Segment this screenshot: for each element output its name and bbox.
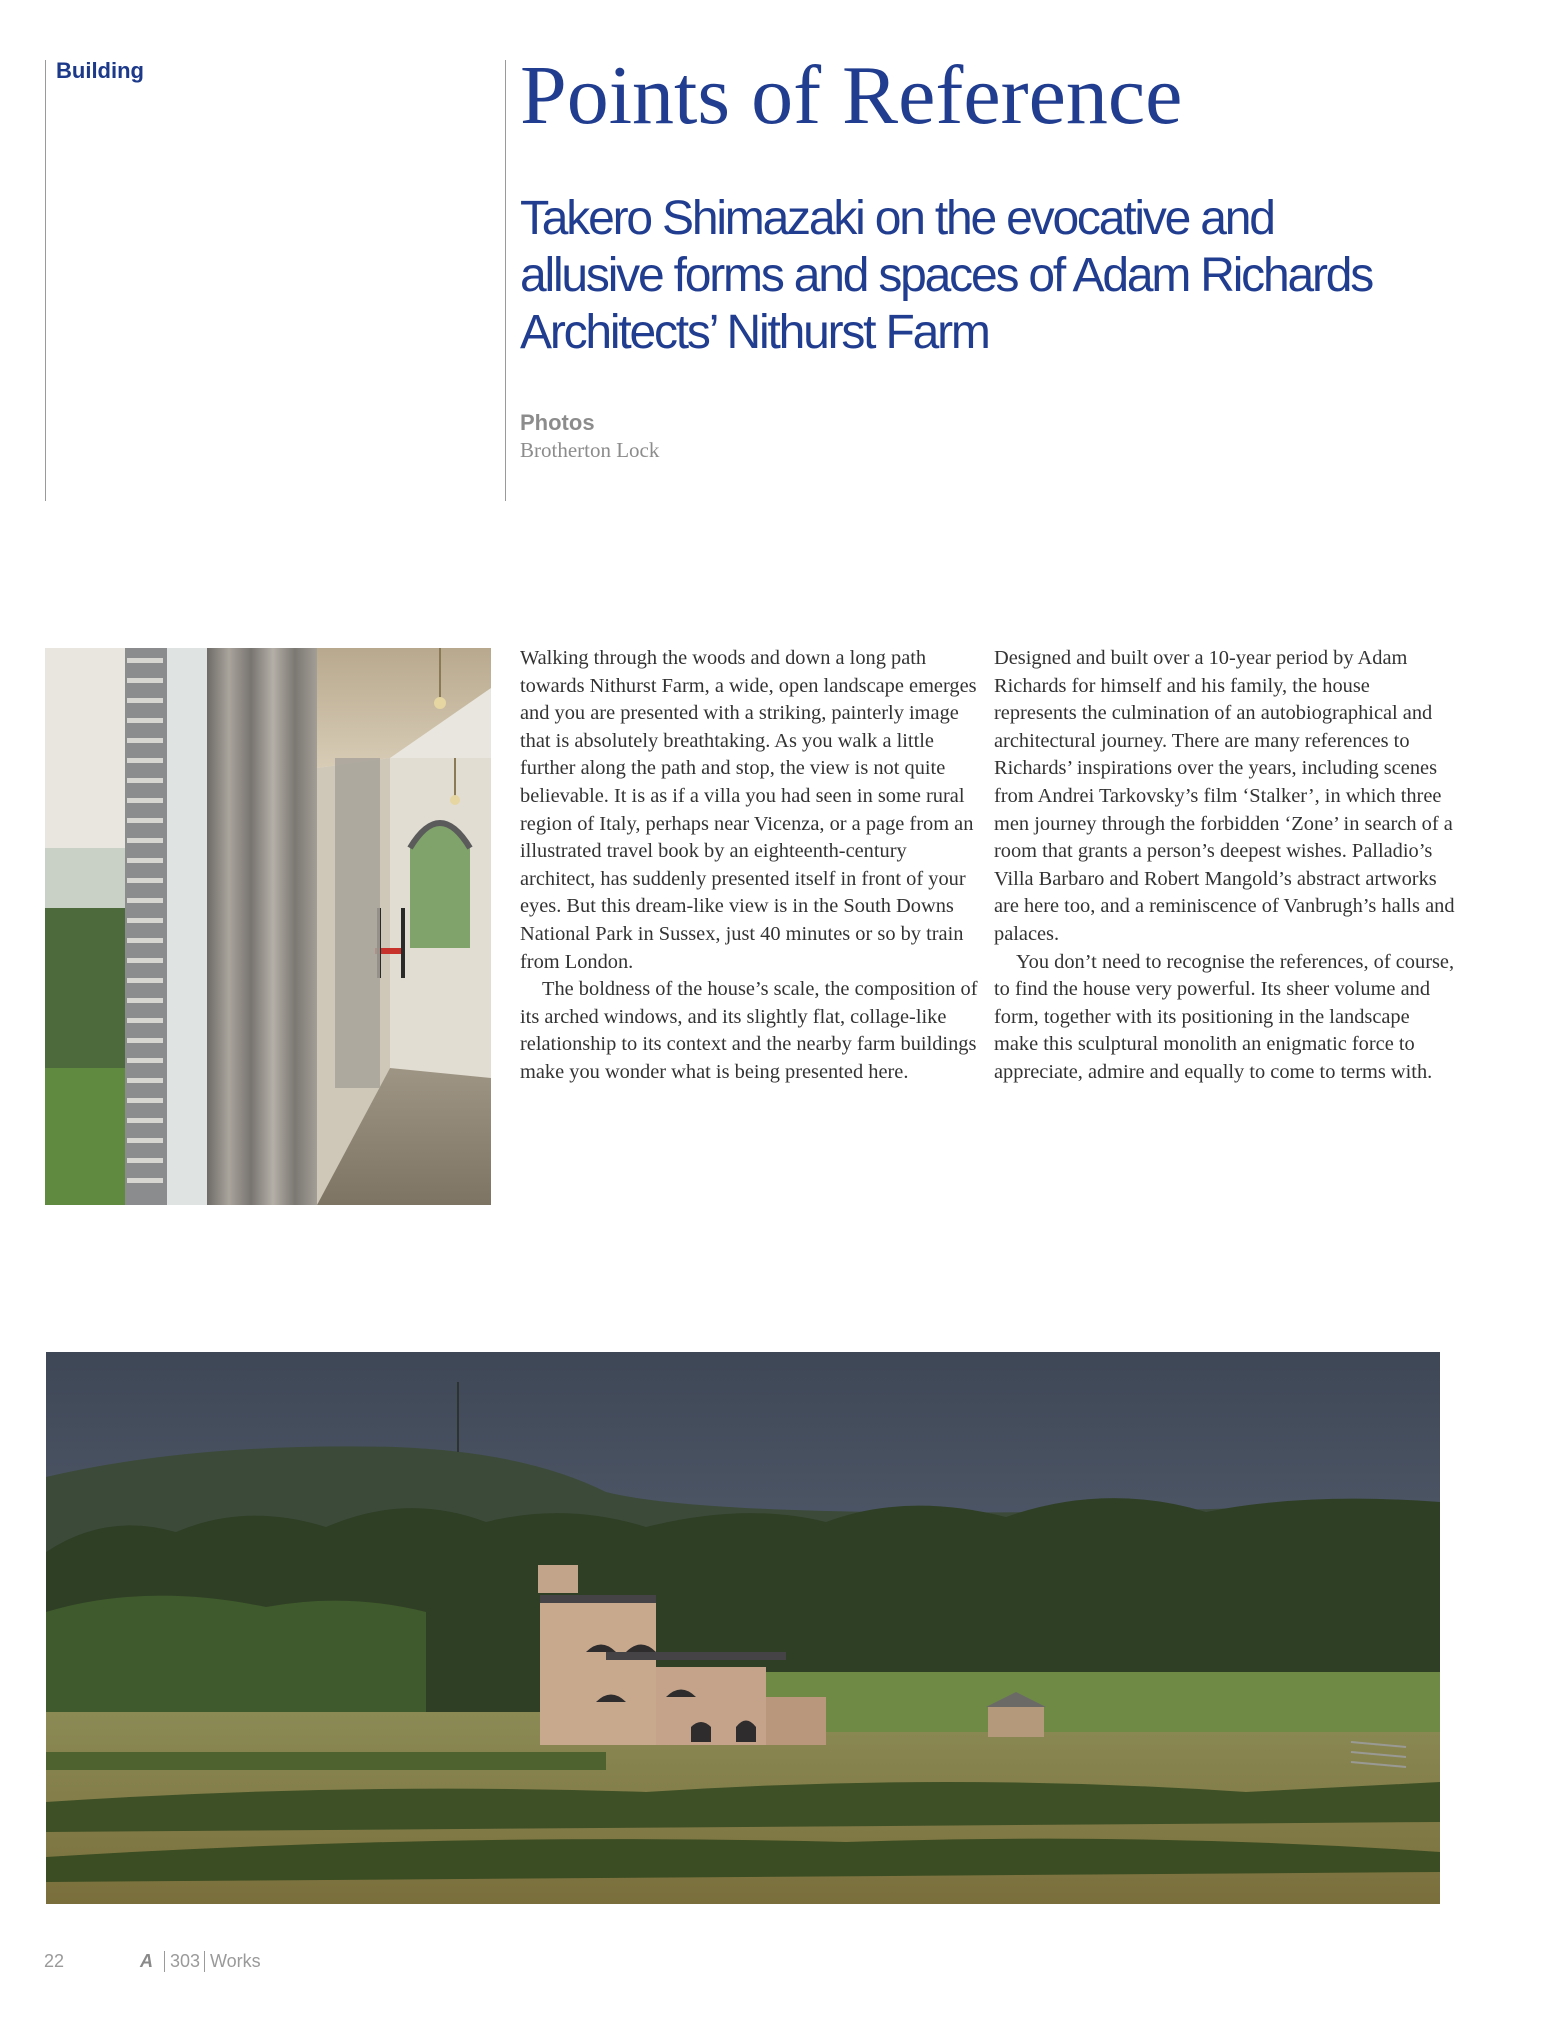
section-label: Building [56,58,144,83]
body-paragraph: Designed and built over a 10-year period by Adam Richards for himself and his family, the house represents the culmination of an autobiographical and architectural journey. There are many references to Richards’ inspirations over the years, including scenes from Andrei Tarkovsky’s film ‘Stalker’, in which three men journey through the forbidden ‘Zone’ in search of a room that grants a person’s deepest wishes. Palladio’s Villa Barbaro and Robert Mangold’s abstract artworks are here too, and a reminiscence of Vanbrugh’s halls and palaces. [994,647,1455,945]
publication-logo: A [140,1951,153,1971]
photos-credit: Brotherton Lock [520,438,660,462]
middle-divider [505,60,506,501]
article-title: Points of Reference [520,49,1183,142]
landscape-house-photo [46,1352,1440,1904]
body-paragraph: You don’t need to recognise the references, of course, to find the house very powerful. Its sheer volume and form, together with its positioning in the landscape make this sculptural monolith an enigmatic force to appreciate, admire and equally to come to terms with. [994,950,1455,1083]
body-paragraph: The boldness of the house’s scale, the composition of its arched windows, and its slightly flat, collage-like relationship to its context and the nearby farm buildings make you wonder what is being presented here. [520,978,978,1083]
left-divider [45,60,46,501]
page-number: 22 [44,1951,65,1971]
article-subtitle: Takero Shimazaki on the evocative and allusive forms and spaces of Adam Richards Architects’ Nithurst Farm [520,192,1373,359]
interior-corridor-photo [45,648,491,1205]
footer-section: Works [204,1951,261,1972]
body-column-2 [994,645,1456,1087]
photos-label: Photos [520,410,595,435]
issue-number: 303 [164,1951,200,1972]
body-column-1 [520,645,978,1087]
body-paragraph: Walking through the woods and down a long path towards Nithurst Farm, a wide, open landscape emerges and you are presented with a striking, painterly image that is absolutely breathtaking. As you walk a little further along the path and stop, the view is not quite believable. It is as if a villa you had seen in some rural region of Italy, perhaps near Vicenza, or a page from an illustrated travel book by an eighteenth-century architect, has suddenly presented itself in front of your eyes. But this dream-like view is in the South Downs National Park in Sussex, just 40 minutes or so by train from London. [520,647,977,973]
